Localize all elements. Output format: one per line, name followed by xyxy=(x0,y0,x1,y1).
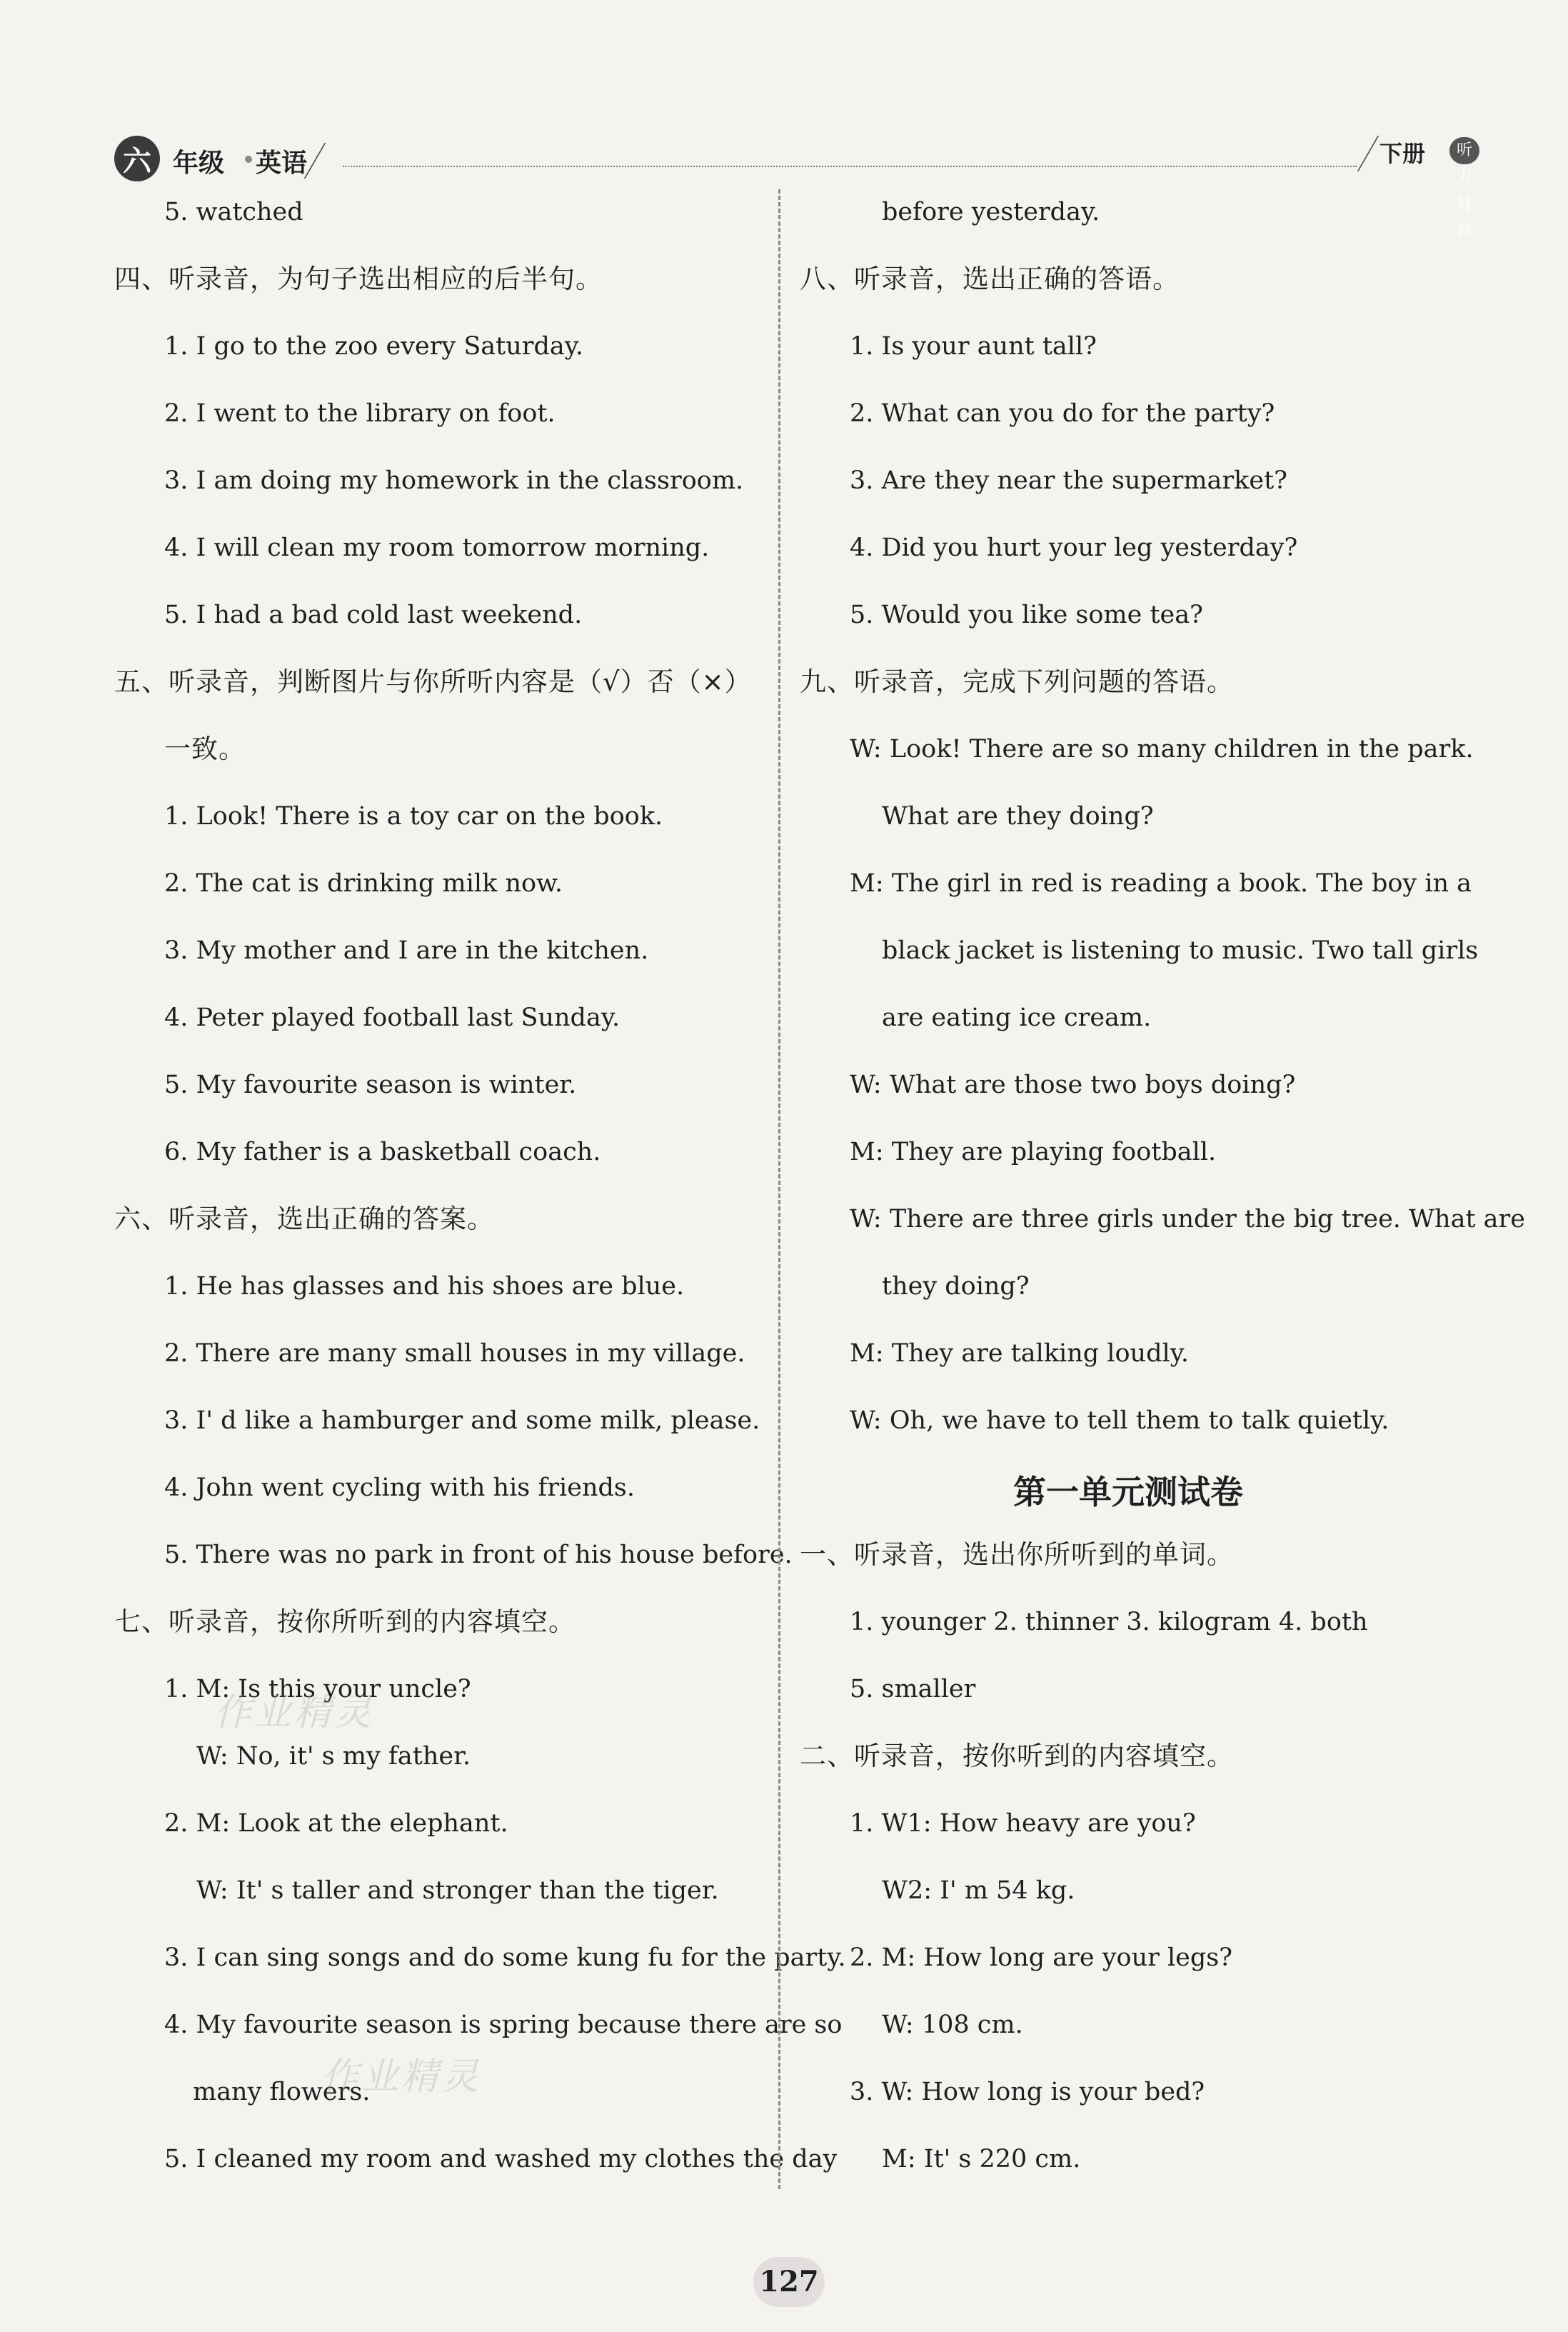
section-heading: 四、听录音，为句子选出相应的后半句。 xyxy=(114,264,603,294)
list-item: W: There are three girls under the big tree. What are xyxy=(850,1205,1525,1233)
page-number: 127 xyxy=(753,2257,825,2307)
left-column xyxy=(114,187,846,2201)
list-item: W: Look! There are so many children in the park. xyxy=(850,735,1474,764)
dialogue-line: W: No, it' s my father. xyxy=(196,1742,471,1771)
list-item: 5. There was no park in front of his house before. xyxy=(164,1541,793,1569)
list-item: 2. The cat is drinking milk now. xyxy=(164,869,563,898)
list-item: 1. Is your aunt tall? xyxy=(850,332,1097,361)
list-item: 2. What can you do for the party? xyxy=(850,399,1275,428)
list-item: 3. I am doing my homework in the classroom. xyxy=(164,466,744,495)
list-item: 3. W: How long is your bed? xyxy=(850,2078,1205,2106)
list-item: 2. I went to the library on foot. xyxy=(164,399,556,428)
column-divider xyxy=(778,189,780,2189)
dialogue-line: M: It' s 220 cm. xyxy=(882,2145,1081,2173)
list-item: 3. I' d like a hamburger and some milk, please. xyxy=(164,1406,760,1435)
section-heading: 九、听录音，完成下列问题的答语。 xyxy=(800,666,1234,697)
list-item: 4. My favourite season is spring because there are so xyxy=(164,2011,843,2039)
header-slash xyxy=(1357,136,1379,171)
dialogue-line: W: 108 cm. xyxy=(882,2011,1023,2039)
list-item: W: What are those two boys doing? xyxy=(850,1071,1296,1099)
section-heading: 一致。 xyxy=(164,734,246,764)
watermark: 作业精灵 xyxy=(214,1691,375,1734)
continued-line: before yesterday. xyxy=(882,198,1100,226)
list-item: 1. W1: How heavy are you? xyxy=(850,1809,1196,1838)
list-item: 5. Would you like some tea? xyxy=(850,601,1203,629)
list-item: 3. Are they near the supermarket? xyxy=(850,466,1287,495)
unit-title: 第一单元测试卷 xyxy=(1013,1473,1243,1511)
list-item: 4. John went cycling with his friends. xyxy=(164,1473,635,1502)
section-heading: 六、听录音，选出正确的答案。 xyxy=(114,1203,494,1234)
list-item: 5. I cleaned my room and washed my clothes the day xyxy=(164,2145,838,2173)
subject-label: 英语 xyxy=(256,149,308,178)
dialogue-line: black jacket is listening to music. Two tall girls xyxy=(882,936,1479,965)
list-item: 5. watched xyxy=(164,198,303,226)
section-heading: 五、听录音，判断图片与你所听内容是（√）否（×） xyxy=(114,666,752,697)
section-badge: 听力材料 xyxy=(1449,137,1479,164)
grade-label: 年级 xyxy=(173,149,225,178)
grade-badge: 六 xyxy=(114,136,160,181)
section-heading: 一、听录音，选出你所听到的单词。 xyxy=(800,1539,1234,1570)
separator-dot xyxy=(245,156,252,163)
list-item: 2. M: How long are your legs? xyxy=(850,1943,1233,1972)
list-item: 3. My mother and I are in the kitchen. xyxy=(164,936,649,965)
dialogue-line: What are they doing? xyxy=(882,802,1154,831)
watermark: 作业精灵 xyxy=(321,2056,482,2098)
list-item: M: They are talking loudly. xyxy=(850,1339,1189,1368)
list-item: M: They are playing football. xyxy=(850,1138,1217,1166)
list-item: 2. There are many small houses in my village. xyxy=(164,1339,745,1368)
list-item: 6. My father is a basketball coach. xyxy=(164,1138,601,1166)
dialogue-line: they doing? xyxy=(882,1272,1030,1301)
list-item: 1. Look! There is a toy car on the book. xyxy=(164,802,663,831)
list-item: 2. M: Look at the elephant. xyxy=(164,1809,508,1838)
list-item: 1. M: Is this your uncle? xyxy=(164,1675,471,1703)
section-heading: 二、听录音，按你听到的内容填空。 xyxy=(800,1741,1234,1771)
list-item: 1. younger 2. thinner 3. kilogram 4. both xyxy=(850,1608,1368,1636)
list-item: M: The girl in red is reading a book. The boy in a xyxy=(850,869,1472,898)
list-item: 5. I had a bad cold last weekend. xyxy=(164,601,583,629)
dialogue-line: W: It' s taller and stronger than the tiger. xyxy=(196,1876,719,1905)
dialogue-line: are eating ice cream. xyxy=(882,1004,1152,1032)
list-item: 5. My favourite season is winter. xyxy=(164,1071,577,1099)
section-heading: 七、听录音，按你所听到的内容填空。 xyxy=(114,1606,576,1637)
list-item: 4. Peter played football last Sunday. xyxy=(164,1004,620,1032)
list-item: 5. smaller xyxy=(850,1675,976,1703)
dialogue-line: W2: I' m 54 kg. xyxy=(882,1876,1075,1905)
continued-line: many flowers. xyxy=(193,2078,371,2106)
list-item: 4. I will clean my room tomorrow morning. xyxy=(164,534,710,562)
list-item: 1. He has glasses and his shoes are blue. xyxy=(164,1272,685,1301)
header-rule xyxy=(343,166,1357,167)
list-item: W: Oh, we have to tell them to talk quietly. xyxy=(850,1406,1389,1435)
section-heading: 八、听录音，选出正确的答语。 xyxy=(800,264,1180,294)
list-item: 1. I go to the zoo every Saturday. xyxy=(164,332,584,361)
list-item: 4. Did you hurt your leg yesterday? xyxy=(850,534,1298,562)
header-slash xyxy=(304,143,326,179)
volume-label: 下册 xyxy=(1379,140,1426,167)
list-item: 3. I can sing songs and do some kung fu for the party. xyxy=(164,1943,846,1972)
